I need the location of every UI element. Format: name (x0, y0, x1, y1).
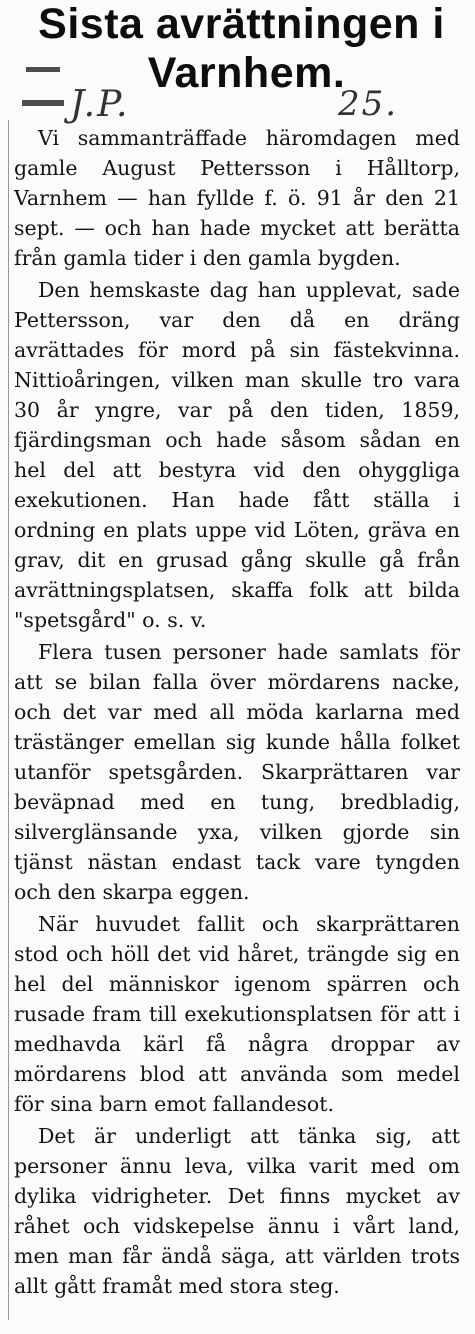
paragraph: Det är underligt att tänka sig, att personer ännu leva, vilka varit med om dylika vidrigheter. Det finns mycket av råhet och vidskepelse ännu i vårt land, men man får ändå säga, att världen trots allt gått framåt med stora steg. (14, 1124, 460, 1298)
ink-mark (22, 100, 64, 106)
paragraph: Vi sammanträffade häromdagen med gamle August Pettersson i Hålltorp, Varnhem — han fyllde f. ö. 91 år den 21 sept. — och han hade mycket att berätta från gamla tider i den gamla bygden. (14, 126, 460, 270)
ink-mark (26, 67, 60, 72)
column-rule (8, 120, 9, 1320)
paragraph: När huvudet fallit och skarprättaren stod och höll det vid håret, trängde sig en hel del människor igenom spärren och rusade fram till exekutionsplatsen för att i medhavda kärl få några droppar av mördarens blod att använda som medel för sina barn emot fallandesot. (14, 912, 460, 1116)
headline-line-1: Sista avrättningen i (38, 0, 445, 48)
handwritten-initials: J.P. (70, 84, 130, 125)
article-body (14, 123, 460, 1303)
paragraph: Den hemskaste dag han upplevat, sade Pettersson, var den då en dräng avrättades för mord på sin fästekvinna. Nittioåringen, vilken man skulle tro vara 30 år yngre, var på den tiden, 1859, fjärdingsman och hade såsom sådan en hel del att bestyra vid den ohyggliga exekutionen. Han hade fått ställa i ordning en plats uppe vid Löten, gräva en grav, dit en grusad gång skulle gå från avrättningsplatsen, skaffa folk att bilda "spetsgård" o. s. v. (14, 278, 460, 632)
paragraph: Flera tusen personer hade samlats för att se bilan falla över mördarens nacke, och det var med all möda karlarna med trästänger emellan sig kunde hålla folket utanför spetsgården. Skarprättaren var beväpnad med en tung, bredbladig, silverglänsande yxa, vilken gjorde sin tjänst nästan endast tack vare tyngden och den skarpa eggen. (14, 640, 460, 904)
headline-line-2: Varnhem. (147, 49, 346, 97)
handwritten-number: 25. (338, 84, 399, 124)
